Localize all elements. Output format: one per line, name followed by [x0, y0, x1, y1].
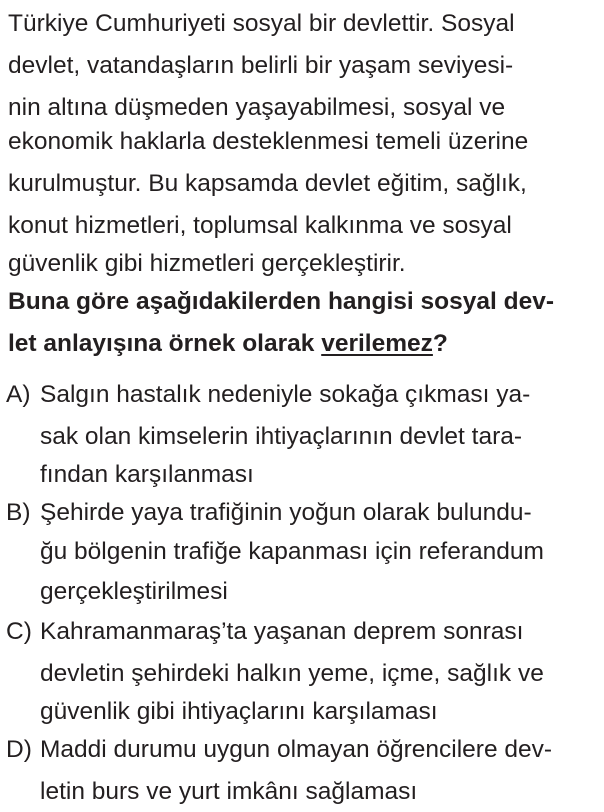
option-a-line: sak olan kimselerin ihtiyaçlarının devlet tara-: [40, 423, 523, 450]
option-b-line: gerçekleştirilmesi: [40, 578, 228, 605]
passage-line: konut hizmetleri, toplumsal kalkınma ve sosyal: [8, 212, 512, 239]
passage-line: güvenlik gibi hizmetleri gerçekleştirir.: [8, 250, 406, 277]
option-c-line: devletin şehirdeki halkın yeme, içme, sağlık ve: [40, 660, 544, 687]
option-d-line: letin burs ve yurt imkânı sağlaması: [40, 778, 418, 805]
option-a-letter: A): [6, 381, 31, 408]
passage-line: ekonomik haklarla desteklenmesi temeli üzerine: [8, 128, 529, 155]
passage-line: devlet, vatandaşların belirli bir yaşam seviyesi-: [8, 52, 514, 79]
option-a-line: fından karşılanması: [40, 461, 254, 488]
passage-line: kurulmuştur. Bu kapsamda devlet eğitim, sağlık,: [8, 170, 527, 197]
question-line-2: [8, 329, 448, 359]
option-b-line: ğu bölgenin trafiğe kapanması için referandum: [40, 538, 544, 565]
question-line-1: Buna göre aşağıdakilerden hangisi sosyal dev-: [8, 288, 554, 315]
question-line-2-prefix: let anlayışına örnek olarak: [8, 330, 322, 357]
option-b-line: Şehirde yaya trafiğinin yoğun olarak bulundu-: [40, 499, 532, 526]
option-c-line: Kahramanmaraş’ta yaşanan deprem sonrası: [40, 618, 524, 645]
option-d-letter: D): [6, 736, 32, 763]
passage-line: Türkiye Cumhuriyeti sosyal bir devlettir. Sosyal: [8, 10, 515, 37]
question-negative-word: verilemez: [321, 330, 433, 357]
option-a-line: Salgın hastalık nedeniyle sokağa çıkması ya-: [40, 381, 531, 408]
passage-line: nin altına düşmeden yaşayabilmesi, sosyal ve: [8, 94, 506, 121]
option-d-line: Maddi durumu uygun olmayan öğrencilere dev-: [40, 736, 553, 763]
option-c-letter: C): [6, 618, 32, 645]
option-b-letter: B): [6, 499, 31, 526]
question-mark: ?: [432, 330, 448, 357]
option-c-line: güvenlik gibi ihtiyaçlarını karşılaması: [40, 698, 438, 725]
